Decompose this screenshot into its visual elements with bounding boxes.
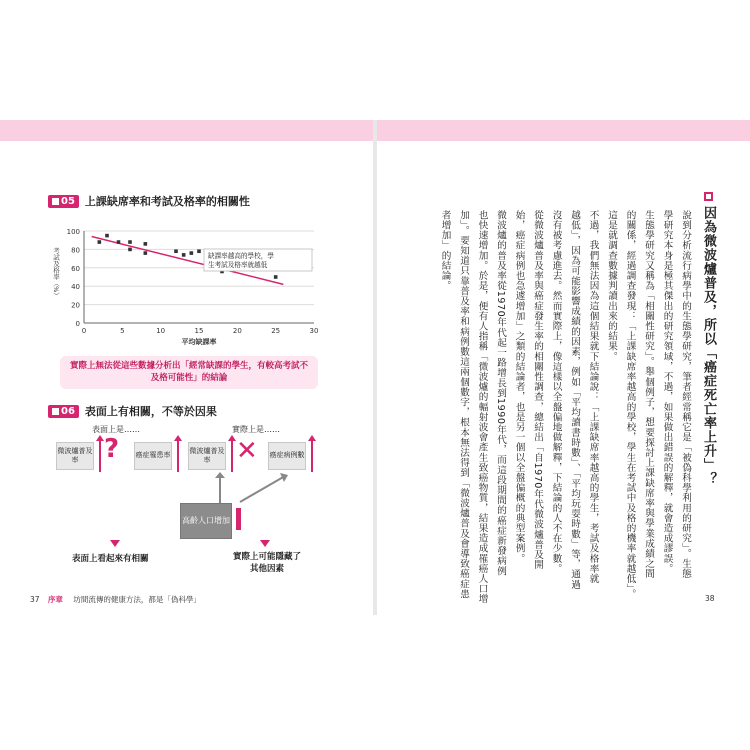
y-tick-label: 40 [71,283,80,292]
data-point [144,251,148,255]
box-microwave-rate: 微波爐普及率 [56,442,94,470]
text-column: 微波爐的普及率從1970年代起一路增長到1990年代，而這段期間的癌症新發病例 [495,210,506,576]
fig06-caption-left: 表面上看起來有相關 [72,554,149,564]
left-footer [30,594,201,605]
text-column: 始，癌症病例也急遽增加」之類的結論者，也是另一個以全盤偏概的典型案例。 [513,210,525,564]
fig06-badge: 06 [48,405,79,418]
data-point [174,249,178,253]
x-tick-label: 0 [81,327,87,335]
text-column: 學研究本身是極其傑出的研究領域，不過，如果做出錯誤的解釋，就會造成謬誤。 [661,210,673,574]
annotation-line: 缺課率越高的學校，學 [208,252,274,260]
page-band [377,120,750,141]
left-page [0,120,373,615]
box-cancer-cases: 癌症病例數 [268,442,306,470]
text-column: 生態學研究又稱為「相關性研究」。舉個例子，想要探討上課缺席率與學業成績之間 [643,210,654,579]
x-tick-label: 30 [309,327,319,335]
actual-label: 實際上是…… [232,425,280,434]
text-column: 不過，我們無法因為這個結果就下結論說：「上課缺席率越高的學生，考試及格率就 [587,210,599,584]
arrow-up-icon [231,440,233,472]
data-point [117,240,121,244]
data-point [197,249,201,253]
data-point [182,253,186,257]
down-triangle-icon [260,540,270,547]
x-tick-label: 20 [232,327,242,335]
pink-square-icon [704,192,713,201]
footer-section: 序章 [47,595,63,604]
aging-up-bar [236,508,241,530]
right-page [377,120,750,615]
box-aging-population: 高齡人口增加 [180,503,232,539]
box-microwave-rate-2: 微波爐普及率 [188,442,226,470]
fig06-title: 表面上有相關，不等於因果 [84,405,217,418]
arrow-up-icon [311,440,313,472]
arrow-up-icon [99,440,101,472]
text-column: 越低」，因為可能影響成績的因素，例如「平均讀書時數」、「平均玩耍時數」等，通過 [569,210,580,590]
y-tick-label: 0 [75,320,80,328]
data-point [190,251,194,255]
y-tick-label: 100 [66,228,80,236]
page-number: 37 [30,595,40,604]
fig05-caption: 實際上無法從這些數據分析出「經常缺課的學生，有較高考試不及格可能性」的結論 [60,356,318,389]
scatter-chart [44,223,334,348]
text-column: 這是就調查數據判讀出來的結果。 [606,210,617,362]
data-point [128,248,132,252]
fig05-badge: 05 [48,195,79,208]
cross-mark-icon: ✕ [236,436,258,466]
y-tick-label: 80 [71,246,80,255]
text-column: 也快速增加。於是，便有人指稱「微波爐的輻射波會產生致癌物質，結果造成罹癌人口增 [476,210,488,604]
question-mark-icon: ? [104,434,120,464]
data-point [128,240,132,244]
text-column: 說到分析流行病學中的生態學研究，筆者經常稱它是「被偽科學利用的研究」。生態 [680,210,691,579]
text-column: 加」。要知道只靠普及率和病例數這兩個數字，根本無法得到「微波爐普及會導致癌症患 [458,210,469,600]
vertical-heading: 因為微波爐普及，所以「癌症死亡率上升」？ [701,206,716,486]
x-tick-label: 5 [120,327,125,335]
down-triangle-icon [110,540,120,547]
text-column: 從微波爐普及率與癌症發生率的相關性調查，總結出「自1970年代微波爐普及開 [532,210,543,570]
text-column: 者增加」的結論。 [439,210,451,291]
text-column: 沒有被考慮進去。然而實際上，像這樣以全盤偏地做解釋，下結論的人不在少數。 [550,210,562,574]
data-point [98,240,102,244]
x-tick-label: 15 [194,327,204,335]
fig05-title: 上課缺席率和考試及格率的相關性 [84,195,250,208]
x-tick-label: 10 [156,327,166,335]
box-cancer-rate: 癌症罹患率 [134,442,172,470]
surface-label: 表面上是…… [92,425,140,434]
data-point [144,242,148,246]
page-number: 38 [705,594,715,603]
page-band [0,120,373,141]
text-column: 的關係，經過調查發現：「上課缺席率越高的學校，學生在考試中及格的機率就越低」。 [624,210,636,600]
fig06-caption-right: 實際上可能隱藏了其他因素 [232,552,301,574]
fig05-header [48,193,250,209]
data-point [105,234,109,238]
y-tick-label: 60 [71,264,80,273]
data-point [274,275,278,279]
fig06-header [48,403,217,419]
y-tick-label: 20 [71,301,80,310]
y-axis-label: 考試及格率（%） [52,247,60,299]
x-axis-label: 平均缺課率 [181,338,217,346]
arrow-up-icon [177,440,179,472]
x-tick-label: 25 [271,327,281,335]
footer-text: 坊間流傳的健康方法，都是「偽科學」 [73,595,201,604]
annotation-line: 生考試及格率就越低 [208,261,268,269]
